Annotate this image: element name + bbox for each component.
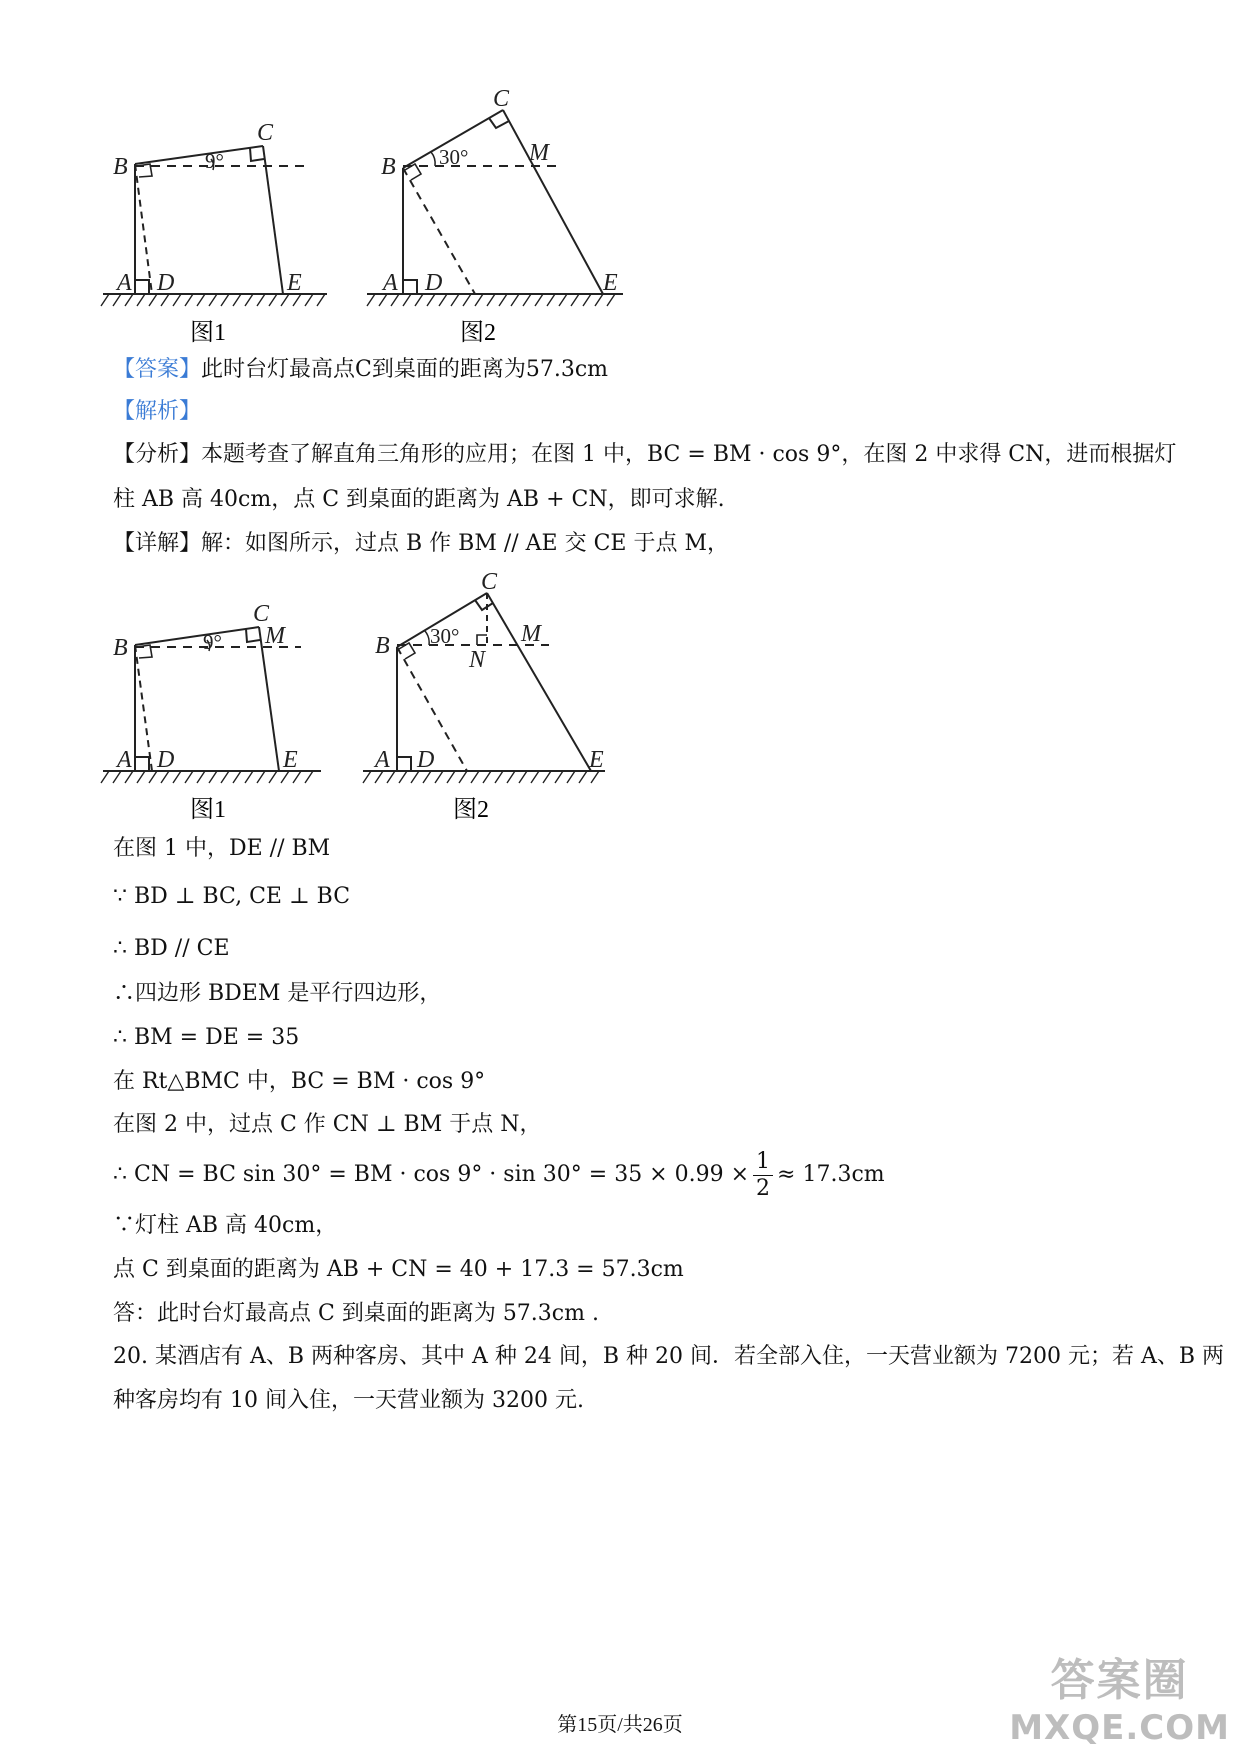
svg-text:30°: 30°	[439, 145, 469, 169]
figure-2-top	[367, 110, 623, 306]
svg-text:C: C	[493, 86, 510, 112]
figure-2-caption: 图2	[460, 320, 496, 346]
answer-tag: 【答案】	[113, 357, 202, 382]
step-3: ∴ BD // CE	[113, 936, 230, 961]
svg-text:A: A	[117, 747, 132, 773]
xiangjie-line: 【详解】解：如图所示，过点 B 作 BM // AE 交 CE 于点 M，	[113, 531, 729, 556]
analysis-tag: 【解析】	[113, 399, 202, 424]
svg-text:C: C	[481, 569, 498, 595]
svg-text:A: A	[375, 747, 390, 773]
step-1: 在图 1 中，DE // BM	[113, 836, 331, 861]
step-5: ∴ BM = DE = 35	[113, 1025, 300, 1050]
answer-line	[113, 355, 608, 385]
svg-text:D: D	[157, 747, 175, 773]
svg-text:M: M	[521, 621, 541, 647]
figure-2-mid-labels	[373, 569, 604, 773]
svg-text:D: D	[417, 747, 435, 773]
svg-text:D: D	[425, 270, 443, 296]
step-7: 在图 2 中，过点 C 作 CN ⊥ BM 于点 N，	[113, 1112, 542, 1137]
figure-1-caption: 图1	[190, 320, 226, 346]
svg-text:E: E	[589, 747, 604, 773]
step-8: ∵灯柱 AB 高 40cm，	[113, 1213, 338, 1238]
svg-text:M: M	[529, 140, 549, 166]
step-9: 点 C 到桌面的距离为 AB + CN = 40 + 17.3 = 57.3cm	[113, 1257, 684, 1282]
step-2: ∵ BD ⊥ BC, CE ⊥ BC	[113, 884, 351, 909]
step-6: 在 Rt△BMC 中，BC = BM · cos 9°	[113, 1069, 486, 1094]
final-answer: 答：此时台灯最高点 C 到桌面的距离为 57.3cm .	[113, 1301, 599, 1326]
svg-text:B: B	[113, 154, 128, 180]
svg-text:B: B	[375, 633, 390, 659]
svg-text:9°: 9°	[203, 630, 222, 654]
middle-figures	[95, 565, 735, 845]
figure-2-mid-caption: 图2	[453, 797, 489, 823]
svg-text:A: A	[383, 270, 398, 296]
problem-20-line-2: 种客房均有 10 间入住，一天营业额为 3200 元.	[113, 1388, 584, 1413]
figure-2-top-labels	[381, 86, 618, 296]
svg-text:C: C	[253, 601, 270, 627]
svg-text:N: N	[469, 647, 486, 673]
step-4: ∴四边形 BDEM 是平行四边形，	[113, 981, 442, 1006]
svg-text:E: E	[283, 747, 298, 773]
svg-text:B: B	[381, 154, 396, 180]
figure-1-top-labels	[113, 120, 302, 296]
fenxi-line-1: 【分析】本题考查了解直角三角形的应用；在图 1 中，BC = BM · cos 9°，在图 2 中求得 CN，进而根据灯	[113, 442, 1177, 467]
svg-text:E: E	[603, 270, 618, 296]
svg-text:30°: 30°	[430, 624, 460, 648]
svg-text:E: E	[287, 270, 302, 296]
svg-text:A: A	[117, 270, 132, 296]
svg-text:M: M	[265, 623, 285, 649]
svg-text:B: B	[113, 635, 128, 661]
problem-20-line-1: 20. 某酒店有 A、B 两种客房、其中 A 种 24 间，B 种 20 间．若全部入住，一天营业额为 7200 元；若 A、B 两	[113, 1344, 1225, 1369]
cn-formula	[113, 1148, 885, 1202]
top-figures	[95, 80, 735, 380]
answer-text: 此时台灯最高点C到桌面的距离为57.3cm	[201, 357, 609, 382]
figure-1-mid-caption: 图1	[190, 797, 226, 823]
svg-text:9°: 9°	[205, 149, 224, 173]
page-number: 第15页/共26页	[557, 1714, 683, 1736]
cn-formula-prefix: ∴ CN = BC sin 30° = BM · cos 9° · sin 30° = 35 × 0.99 ×	[113, 1162, 750, 1187]
svg-text:D: D	[157, 270, 175, 296]
fraction-one-half: $\frac{1}{2}$	[753, 1149, 773, 1202]
cn-formula-suffix: ≈ 17.3cm	[777, 1162, 885, 1187]
figure-2-mid	[363, 593, 605, 783]
watermark-logo: 答案圈 MXQE.COM	[1009, 1655, 1230, 1748]
svg-text:C: C	[257, 120, 274, 146]
fenxi-line-2: 柱 AB 高 40cm，点 C 到桌面的距离为 AB + CN，即可求解.	[113, 487, 725, 512]
